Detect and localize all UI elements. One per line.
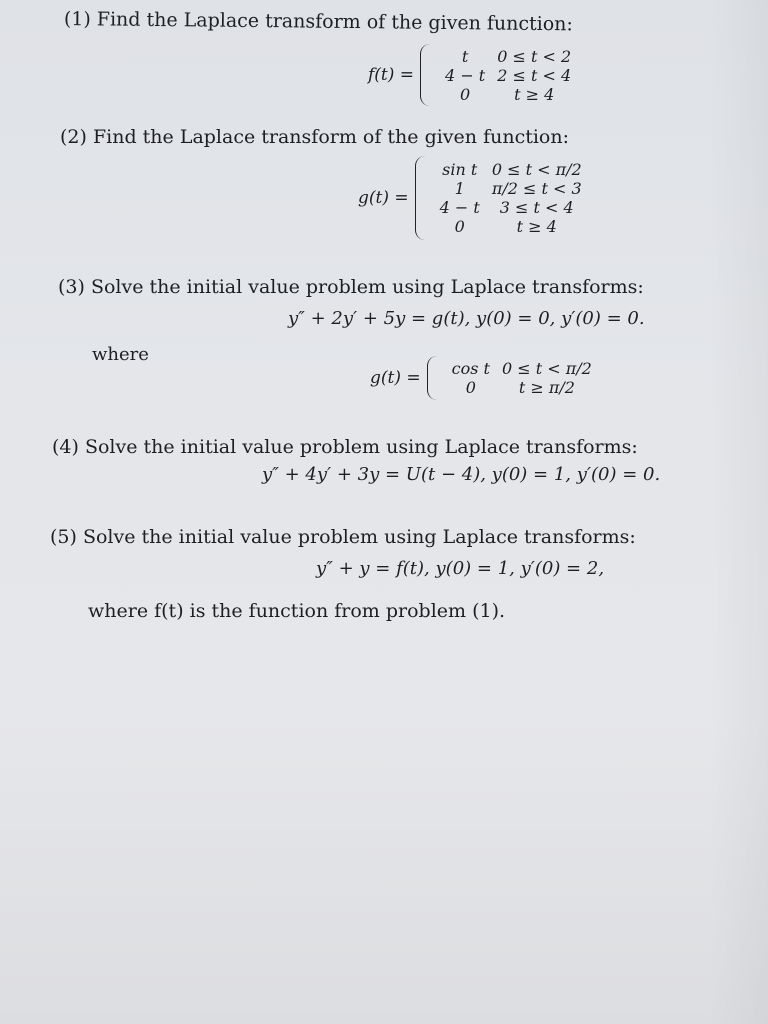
f-cond: 2 ≤ t < 4 (497, 65, 572, 85)
f-case-row (439, 85, 577, 104)
g2-expr: 1 (454, 179, 465, 198)
g2-case-row (434, 179, 588, 198)
problem-3-text: Solve the initial value problem using Laplace transforms: (90, 276, 644, 298)
f-expr: t (461, 46, 469, 66)
ivp-4-equation: y″ + 4y′ + 3y = U(t − 4), y(0) = 1, y′(0) = 0. (262, 464, 661, 485)
problem-3-number: (3) (58, 276, 85, 298)
problem-5-text: Solve the initial value problem using Laplace transforms: (82, 526, 636, 548)
g2-cond: 3 ≤ t < 4 (499, 198, 574, 217)
f-cases (439, 47, 577, 104)
problem-2-heading (60, 126, 569, 148)
ivp-3-equation: y″ + 2y′ + 5y = g(t), y(0) = 0, y′(0) = 0. (288, 308, 645, 329)
g3-cond: 0 ≤ t < π/2 (501, 359, 592, 378)
problem-5-note: where f(t) is the function from problem (1). (88, 600, 506, 622)
problem-2-text: Find the Laplace transform of the given function: (92, 126, 569, 148)
g2-cases (434, 160, 588, 236)
f-expr: 4 − t (445, 65, 486, 85)
g2-piecewise (358, 156, 588, 240)
g2-expr: sin t (442, 160, 478, 179)
g3-cases (446, 359, 598, 397)
g3-cond: t ≥ π/2 (518, 378, 575, 397)
problem-4-number: (4) (52, 436, 79, 458)
g3-expr: 0 (465, 378, 476, 397)
g2-case-row (434, 198, 588, 217)
f-case-row (439, 47, 577, 66)
f-brace (420, 44, 433, 106)
f-piecewise (368, 44, 577, 106)
ivp-5-equation: y″ + y = f(t), y(0) = 1, y′(0) = 2, (316, 558, 605, 579)
g2-cond: 0 ≤ t < π/2 (491, 160, 582, 179)
problem-3-heading (58, 276, 644, 298)
g2-expr: 4 − t (439, 198, 480, 217)
problem-2-number: (2) (60, 126, 87, 148)
f-expr: 0 (460, 84, 471, 104)
problem-5-number: (5) (50, 526, 77, 548)
g3-piecewise (370, 356, 598, 400)
paper-shadow (708, 0, 768, 1024)
problem-1-number: (1) (63, 8, 91, 31)
f-cond: 0 ≤ t < 2 (497, 46, 572, 66)
g3-case-row (446, 359, 598, 378)
f-cond: t ≥ 4 (514, 84, 555, 104)
f-lhs: f(t) = (368, 65, 415, 85)
g3-case-row (446, 378, 598, 397)
problem-4-heading (52, 436, 638, 458)
g2-lhs: g(t) = (358, 188, 409, 208)
g2-cond: π/2 ≤ t < 3 (491, 179, 582, 198)
problem-4-text: Solve the initial value problem using Laplace transforms: (84, 436, 638, 458)
g2-case-row (434, 160, 588, 179)
g3-brace (427, 356, 440, 400)
g2-cond: t ≥ 4 (516, 217, 557, 236)
where-label: where (92, 344, 149, 365)
g3-lhs: g(t) = (370, 368, 421, 388)
g2-brace (415, 156, 428, 240)
f-case-row (439, 66, 577, 85)
problem-5-heading (50, 526, 636, 548)
g3-expr: cos t (451, 359, 490, 378)
problem-1-heading (64, 8, 573, 35)
g2-case-row (434, 217, 588, 236)
g2-expr: 0 (454, 217, 465, 236)
problem-1-text: Find the Laplace transform of the given function: (96, 8, 573, 36)
